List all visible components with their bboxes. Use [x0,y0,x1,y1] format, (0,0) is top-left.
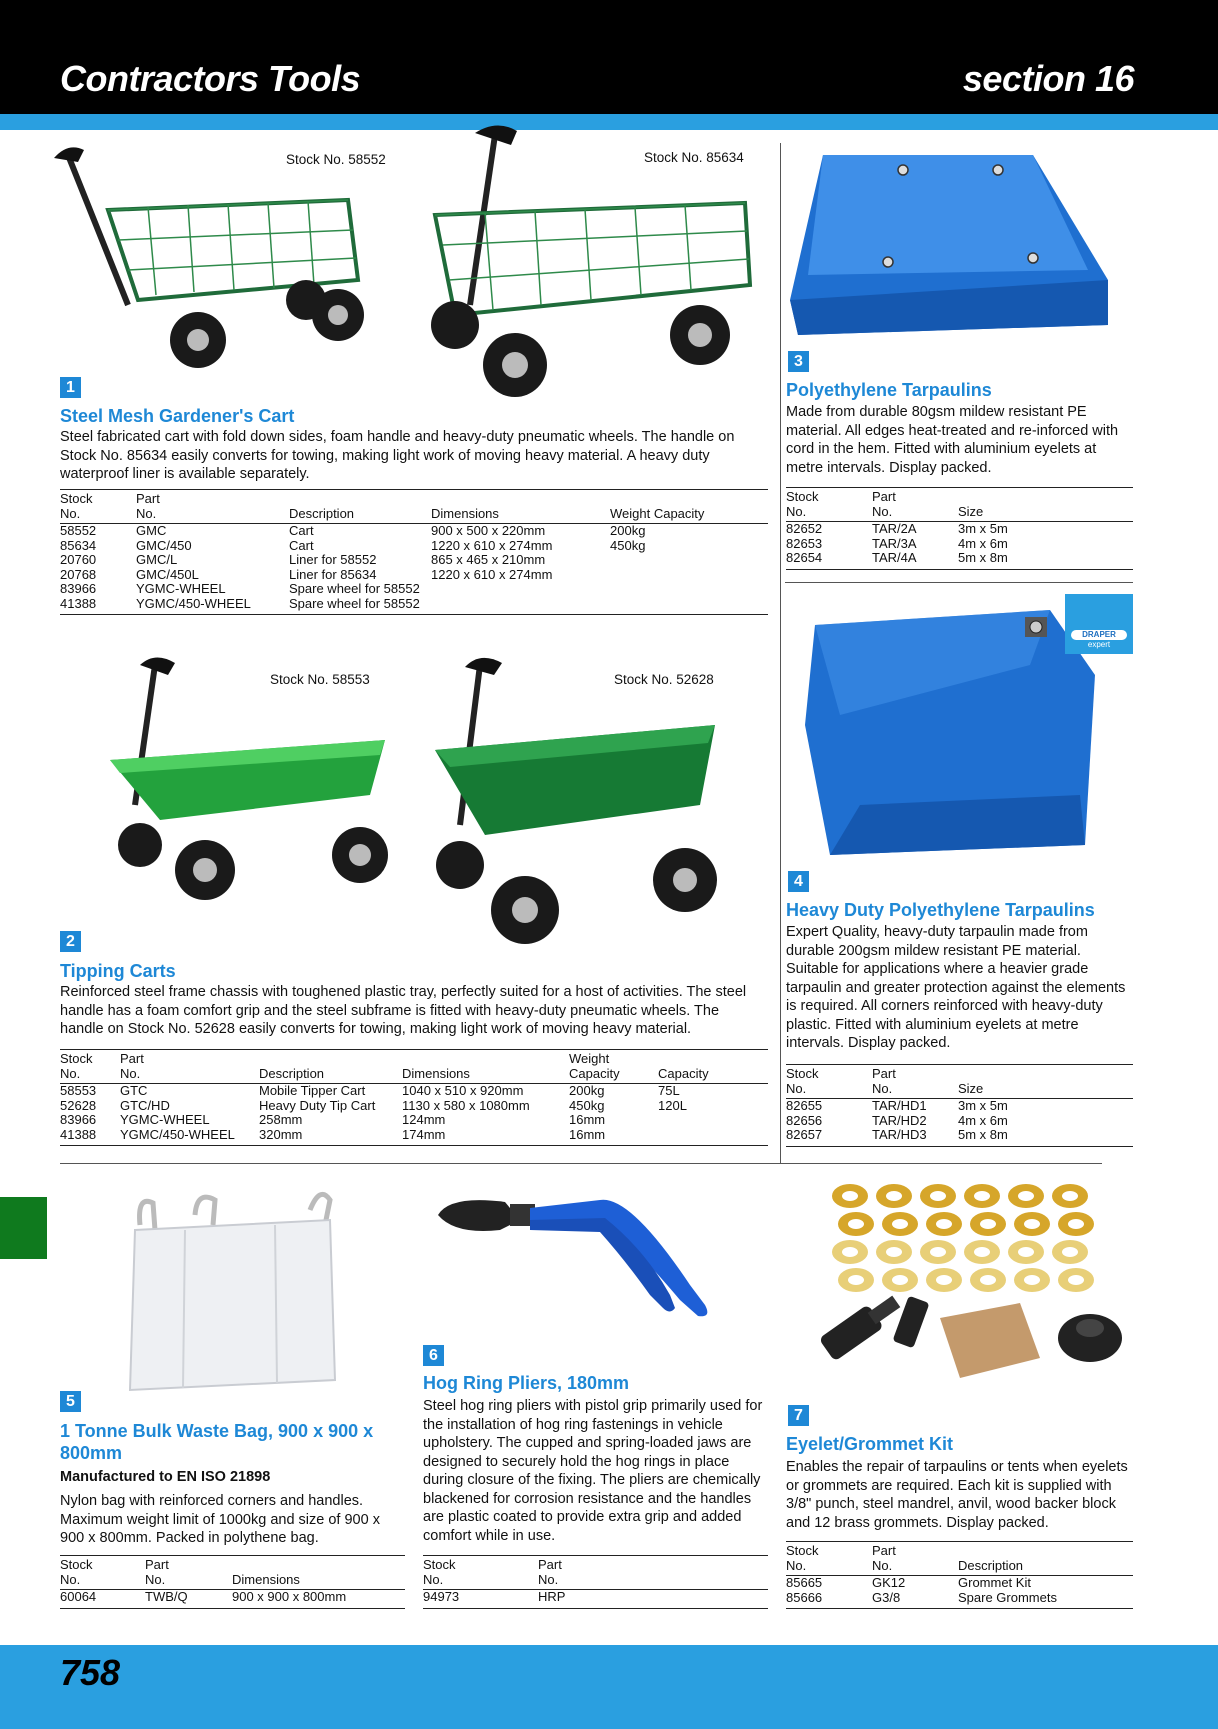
table-cell: Spare wheel for 58552 [289,595,420,611]
table-cell: Cart [289,523,314,538]
table-cell: 16mm [569,1126,606,1142]
col-header: Part No. [872,488,958,522]
table-cell: TAR/4A [872,550,917,565]
col-header: Part No. [120,1050,259,1084]
table-cell: G3/8 [872,1589,901,1605]
table-cell: HRP [538,1589,566,1604]
spec-table [786,1064,1133,1147]
product-title: 1 Tonne Bulk Waste Bag, 900 x 900 x 800mm [60,1421,374,1463]
table-cell: 83966 [60,1112,97,1127]
col-header: Size [958,488,1133,522]
table-cell: Heavy Duty Tip Cart [259,1097,376,1113]
product-number: 6 [423,1345,444,1366]
table-cell: 4m x 6m [958,1112,1008,1128]
grommet-hole [886,1191,902,1201]
table-cell: 58553 [60,1083,97,1098]
table-row [60,568,768,583]
table-cell [610,582,768,597]
col-header: Part No. [538,1556,768,1590]
col-header: Weight Capacity [569,1050,658,1084]
table-cell: 85634 [60,537,97,553]
table-row [60,553,768,568]
heavy-duty-tarpaulin-image [800,605,1100,860]
page-number: 758 [60,1652,121,1693]
table-cell: 1130 x 580 x 1080mm [402,1097,530,1113]
table-cell: Cart [289,537,314,553]
table-row [60,539,768,554]
table-cell [610,568,768,583]
table-cell: 900 x 500 x 220mm [431,523,546,538]
table-cell: 75L [658,1083,680,1098]
table-cell: 94973 [423,1589,460,1604]
table-cell [658,1128,768,1146]
grommet-hole [1062,1247,1078,1257]
stock-label: Stock No. 58552 [286,152,386,167]
col-header: Stock No. [423,1556,538,1590]
table-row [60,1084,768,1099]
table-cell: 41388 [60,1126,97,1142]
table-cell: 85666 [786,1589,823,1605]
table-row [786,1114,1133,1129]
product-description: Nylon bag with reinforced corners and handles. Maximum weight limit of 1000kg and size of 900 x 900 x 800mm. Packed in polythene bag. [60,1493,380,1546]
table-cell: GMC/450L [136,566,199,582]
table-cell: 83966 [60,581,97,596]
table-cell: Mobile Tipper Cart [259,1083,366,1098]
table-cell: 82653 [786,535,823,551]
spec-table [786,1541,1133,1609]
table-row [786,537,1133,552]
grommet-hole [1018,1191,1034,1201]
table-cell: GTC [120,1083,148,1098]
product-title: Tipping Carts [60,961,176,981]
grommet-hole [842,1247,858,1257]
table-row [60,582,768,597]
brand-badge [1065,594,1133,654]
table-cell: TAR/HD3 [872,1127,927,1142]
product-number: 1 [60,377,81,398]
table-cell: 450kg [610,537,646,553]
table-cell: 4m x 6m [958,535,1008,551]
page-footer [0,1645,1218,1729]
table-cell: 258mm [259,1112,303,1127]
table-cell [658,1113,768,1128]
table-cell: GMC [136,523,167,538]
grommet-kit-image [800,1178,1130,1388]
mesh-cart-small-image [48,140,378,370]
col-header: Description [958,1542,1133,1576]
product-description: Made from durable 80gsm mildew resistant PE material. All edges heat-treated and re-inforced with cord in the hem. Fitted with aluminium eyelets at metre intervals. Display packed. [786,404,1119,476]
col-header: Part No. [136,490,289,524]
grommet-hole [848,1219,864,1229]
col-header: Dimensions [431,490,610,524]
table-row [60,1128,768,1146]
product-title: Hog Ring Pliers, 180mm [423,1373,630,1393]
table-cell: 450kg [569,1097,605,1113]
spec-table [786,487,1133,570]
table-row [786,551,1133,569]
table-cell: TAR/2A [872,521,917,536]
stock-label: Stock No. 85634 [644,150,744,165]
grommet-hole [980,1275,996,1285]
stock-label: Stock No. 58553 [270,672,370,687]
col-header: Dimensions [232,1556,405,1590]
table-row [786,1099,1133,1114]
product-number: 4 [788,871,809,892]
table-row [60,1590,405,1609]
table-row [60,1099,768,1114]
col-header: Stock No. [786,488,872,522]
hog-ring-pliers-image [430,1190,750,1320]
table-cell: YGMC-WHEEL [136,581,226,596]
table-cell: YGMC/450-WHEEL [120,1126,235,1142]
grommet-hole [930,1191,946,1201]
product-number: 2 [60,931,81,952]
product-subtitle: Manufactured to EN ISO 21898 [60,1469,271,1485]
table-cell: 1220 x 610 x 274mm [431,566,553,582]
table-cell: 5m x 8m [958,1127,1008,1142]
table-cell: TWB/Q [145,1589,188,1604]
col-header: Stock No. [60,1050,120,1084]
table-row [60,524,768,539]
table-cell: 1040 x 510 x 920mm [402,1083,524,1098]
table-cell: TAR/3A [872,535,917,551]
col-header: Stock No. [60,490,136,524]
product-title: Heavy Duty Polyethylene Tarpaulins [786,900,1095,920]
table-cell: 20768 [60,566,97,582]
spec-table [60,1555,405,1609]
grommet-hole [892,1219,908,1229]
col-header: Dimensions [402,1050,569,1084]
column-divider [780,143,781,1163]
grommet-hole [1024,1219,1040,1229]
grommet-hole [936,1219,952,1229]
mesh-cart-large-image [415,125,765,400]
brand-name: DRAPER [1071,630,1127,640]
product-description: Enables the repair of tarpaulins or tents when eyelets or grommets are required. Each kit is supplied with 3/8" punch, steel mandrel, anvil, wood backer block and 12 brass grommets. Display packed. [786,1459,1128,1531]
table-row [786,1128,1133,1146]
col-header: Stock No. [786,1542,872,1576]
table-cell [431,582,610,597]
table-cell: TAR/HD1 [872,1098,927,1113]
grommet-hole [848,1275,864,1285]
grommet-hole [886,1247,902,1257]
grommet-hole [842,1191,858,1201]
table-cell: Grommet Kit [958,1575,1031,1590]
row-divider [60,1163,1102,1164]
table-cell: 82654 [786,550,823,565]
table-cell: GTC/HD [120,1097,170,1113]
table-cell: 82656 [786,1112,823,1128]
table-cell: GMC/450 [136,537,192,553]
col-header: Part No. [872,1065,958,1099]
table-cell: 82655 [786,1098,823,1113]
grommet-hole [1068,1275,1084,1285]
table-cell: 124mm [402,1112,446,1127]
grommet-hole [974,1247,990,1257]
tarp-divider [785,582,1133,583]
table-cell: 320mm [259,1126,303,1142]
col-header: Capacity [658,1050,768,1084]
col-header: Stock No. [786,1065,872,1099]
table-cell: Spare wheel for 58552 [289,581,420,596]
table-row [786,1576,1133,1591]
table-cell: 82657 [786,1127,823,1142]
table-row [60,597,768,615]
table-cell: 16mm [569,1112,606,1127]
product-description: Steel hog ring pliers with pistol grip primarily used for the installation of hog ring fastenings in vehicle upholstery. The cupped and spring-loaded jaws are designed to securely hold the hog rings in place during closure of the fixing. The pliers are chemically blackened for corrosion resistance and the handles are plastic coated to provide extra grip and added comfort while in use. [423,1398,763,1544]
grommet-hole [980,1219,996,1229]
tipping-cart-image [100,655,400,915]
brand-sub: expert [1087,640,1111,649]
table-cell: TAR/HD2 [872,1112,927,1128]
heavy-tip-cart-image [430,655,730,950]
col-header: Part No. [872,1542,958,1576]
table-row [423,1590,768,1609]
table-row [786,522,1133,537]
product-title: Eyelet/Grommet Kit [786,1434,954,1454]
bulk-bag-image [125,1185,345,1395]
product-description: Expert Quality, heavy-duty tarpaulin made from durable 200gsm mildew resistant PE material. Suitable for applications where a heavier grade tarpaulin and greater protection against the elements is required. All corners reinforced with heavy-duty plastic. Fitted with aluminium eyelets at metre intervals. Display packed. [786,924,1126,1051]
table-cell: 174mm [402,1126,446,1142]
product-description: Reinforced steel frame chassis with toughened plastic tray, perfectly suited for a host of activities. The steel handle has a foam comfort grip and the steel subframe is fitted with heavy-duty pneumatic wheels. The handle on Stock No. 52628 easily converts for towing, making light work of moving heavy material. [60,984,747,1037]
col-header: Description [259,1050,402,1084]
spec-table [60,1049,768,1146]
table-cell: 3m x 5m [958,1098,1008,1113]
table-cell: 900 x 900 x 800mm [232,1589,347,1604]
spec-table [423,1555,768,1609]
col-header: Size [958,1065,1133,1099]
grommet-hole [936,1275,952,1285]
col-header: Description [289,490,431,524]
table-cell: 120L [658,1097,687,1113]
section-tab [0,1197,47,1259]
table-cell: YGMC/450-WHEEL [136,595,251,611]
table-cell: 52628 [60,1097,97,1113]
col-header: Weight Capacity [610,490,768,524]
table-cell: Spare Grommets [958,1589,1057,1605]
table-row [786,1591,1133,1609]
table-cell: GMC/L [136,552,178,567]
product-description: Steel fabricated cart with fold down sides, foam handle and heavy-duty pneumatic wheels. The handle on Stock No. 85634 easily converts for towing, making light work of moving heavy material. A heavy duty waterproof liner is available separately. [60,429,735,482]
table-cell: GK12 [872,1575,906,1590]
table-cell: Liner for 58552 [289,552,377,567]
grommet-hole [1062,1191,1078,1201]
spec-table [60,489,768,615]
product-number: 5 [60,1391,81,1412]
table-cell: 85665 [786,1575,823,1590]
product-number: 7 [788,1405,809,1426]
stock-label: Stock No. 52628 [614,672,714,687]
table-cell [610,553,768,568]
grommet-hole [930,1247,946,1257]
product-title: Steel Mesh Gardener's Cart [60,406,295,426]
table-row [60,1113,768,1128]
table-cell: Liner for 85634 [289,566,377,582]
header-title: Contractors Tools [60,58,361,99]
brass-grommets [832,1184,1094,1292]
section-label: section 16 [962,58,1134,99]
table-cell: 20760 [60,552,97,567]
table-cell: 3m x 5m [958,521,1008,536]
table-cell [431,597,610,615]
grommet-hole [974,1191,990,1201]
grommet-hole [892,1275,908,1285]
table-cell: 200kg [610,523,646,538]
table-cell: 865 x 465 x 210mm [431,552,546,567]
table-cell: 58552 [60,523,97,538]
table-cell: 200kg [569,1083,605,1098]
grommet-hole [1018,1247,1034,1257]
table-cell: YGMC-WHEEL [120,1112,210,1127]
table-cell: 82652 [786,521,823,536]
grommet-hole [1024,1275,1040,1285]
grommet-hole [1068,1219,1084,1229]
col-header: Part No. [145,1556,232,1590]
col-header: Stock No. [60,1556,145,1590]
product-title: Polyethylene Tarpaulins [786,380,992,400]
product-number: 3 [788,351,809,372]
table-cell: 1220 x 610 x 274mm [431,537,553,553]
table-cell: 41388 [60,595,97,611]
table-cell: 5m x 8m [958,550,1008,565]
table-cell [610,597,768,615]
table-cell: 60064 [60,1589,97,1604]
tarpaulin-image [788,150,1118,340]
